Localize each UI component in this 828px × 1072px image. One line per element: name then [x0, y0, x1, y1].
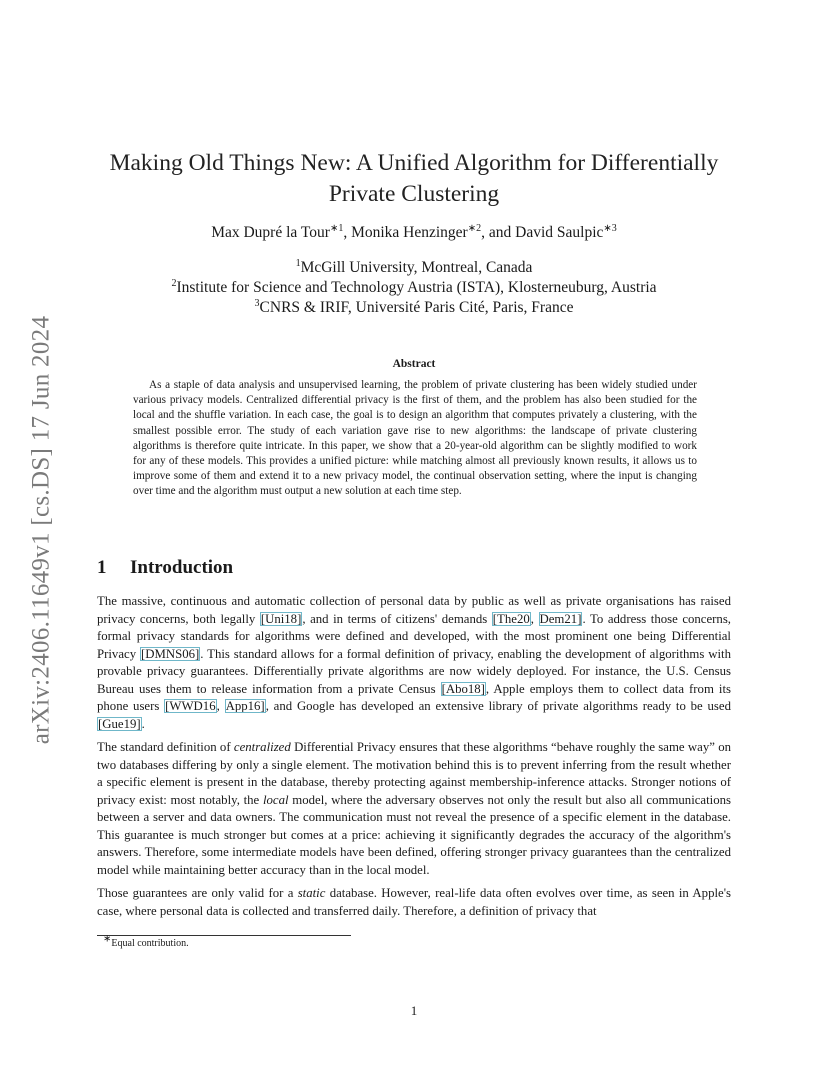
affiliation-marker: 3	[254, 297, 260, 309]
text-run: . To address those concerns, formal privacy standards for algorithms were defined and developed, with the most prominent one being Differential Privacy	[97, 611, 732, 661]
arxiv-identifier-text: arXiv:2406.11649v1 [cs.DS] 17 Jun 2024	[27, 315, 55, 745]
emphasis-text: centralized	[233, 740, 291, 754]
author-2-marker: ∗2	[467, 222, 482, 234]
affiliation-marker: 2	[171, 277, 177, 289]
footnote-marker: ∗	[103, 933, 112, 945]
text-run: , and in terms of citizens' demands	[302, 611, 492, 626]
citation-link[interactable]: [Uni18]	[260, 611, 302, 626]
author-1: Max Dupré la Tour	[211, 224, 330, 241]
footnote-rule	[97, 935, 351, 936]
footnote-text: Equal contribution.	[111, 938, 189, 949]
affiliation-text: CNRS & IRIF, Université Paris Cité, Paris, France	[259, 299, 574, 316]
introduction-body	[97, 593, 731, 926]
text-run: model, where the adversary observes not only the result but also all communications between a server and data owners. The communication must not reveal the presence of a specific element in the database. This guarantee is much stronger but comes at a price: achieving it significantly degrades the accuracy of the algorithm's answers. Therefore, some intermediate models have been defined, offering stronger privacy guarantees than the centralized model while maintaining better accuracy than in the local model.	[97, 792, 731, 877]
paragraph-2	[97, 739, 731, 879]
author-1-marker: ∗1	[329, 222, 344, 234]
title-line-2: Private Clustering	[328, 181, 500, 207]
author-3: David Saulpic	[515, 224, 604, 241]
author-separator: ,	[343, 224, 352, 241]
text-run: .	[141, 716, 145, 731]
author-list	[97, 224, 731, 242]
paragraph-1	[97, 593, 731, 733]
text-run: Differential Privacy ensures that these algorithms “behave roughly the same way” on two databases differing by only a single element. The motivation behind this is to prevent inferring from the result whether a specific element is present in the database, thereby protecting against membership-inference attacks. Stronger notions of privacy exist: most notably, the	[97, 740, 732, 807]
text-run: database. However, real-life data often evolves over time, as seen in Apple's case, where personal data is collected and transferred daily. Therefore, a definition of privacy that	[97, 886, 731, 918]
affiliation-3	[97, 298, 731, 318]
citation-link[interactable]: Dem21]	[539, 611, 582, 626]
text-run: The standard definition of	[97, 740, 234, 754]
section-title: Introduction	[130, 557, 234, 578]
affiliation-2	[97, 278, 731, 298]
footnote	[103, 933, 189, 949]
citation-link[interactable]: [WWD16	[165, 699, 216, 713]
author-2: Monika Henzinger	[351, 224, 468, 241]
section-number: 1	[97, 557, 107, 578]
text-run: ,	[216, 699, 225, 713]
text-run: ,	[530, 611, 539, 626]
text-run: Those guarantees are only valid for a	[97, 886, 298, 900]
citation-link[interactable]: App16]	[225, 699, 265, 713]
text-run: , and Google has developed an extensive library of private algorithms ready to be used	[265, 699, 731, 713]
page-number: 1	[410, 1003, 418, 1018]
paragraph-3	[97, 885, 731, 920]
paper-title	[97, 148, 731, 210]
citation-link[interactable]: [The20	[492, 611, 530, 626]
text-run: , Apple employs them to collect data from its phone users	[97, 681, 732, 713]
citation-link[interactable]: [Abo18]	[441, 681, 485, 696]
arxiv-identifier-stamp	[19, 300, 63, 760]
abstract-heading: Abstract	[392, 358, 436, 370]
title-line-1: Making Old Things New: A Unified Algorithm for Differentially	[109, 150, 719, 176]
author-separator: , and	[481, 224, 516, 241]
abstract-body: As a staple of data analysis and unsupervised learning, the problem of private clustering has been widely studied under various privacy models. Centralized differential privacy is the first of them, and the problem has also been studied for the local and the shuffle variation. In each case, the goal is to design an algorithm that computes privately a clustering, with the smallest possible error. The study of each variation gave rise to new algorithms: the landscape of private clustering algorithms is therefore quite intricate. In this paper, we show that a 20-year-old algorithm can be slightly modified to work for any of these models. This provides a unified picture: while matching almost all previously known results, it allows us to improve some of them and extend it to a new privacy model, the continual observation setting, where the input is changing over time and the algorithm must output a new solution at each time step.	[133, 379, 697, 498]
citation-link[interactable]: [Gue19]	[98, 716, 141, 731]
emphasis-text: static	[297, 886, 326, 900]
citation-link[interactable]: [DMNS06]	[140, 646, 200, 661]
emphasis-text: local	[262, 792, 289, 807]
text-run: . This standard allows for a formal definition of privacy, enabling the development of algorithms with provable privacy guarantees. Differentially private algorithms are now widely deployed. For instance, the U.S. Census Bureau uses them to release information from a private Census	[97, 646, 731, 696]
affiliation-text: Institute for Science and Technology Austria (ISTA), Klosterneuburg, Austria	[176, 279, 657, 296]
affiliation-list	[97, 258, 731, 318]
section-heading	[97, 557, 233, 579]
affiliation-marker: 1	[295, 257, 301, 269]
affiliation-text: McGill University, Montreal, Canada	[300, 259, 533, 276]
text-run: The massive, continuous and automatic collection of personal data by public as well as private organisations has raised privacy concerns, both legally	[97, 594, 731, 626]
affiliation-1	[97, 258, 731, 278]
author-3-marker: ∗3	[603, 222, 617, 234]
